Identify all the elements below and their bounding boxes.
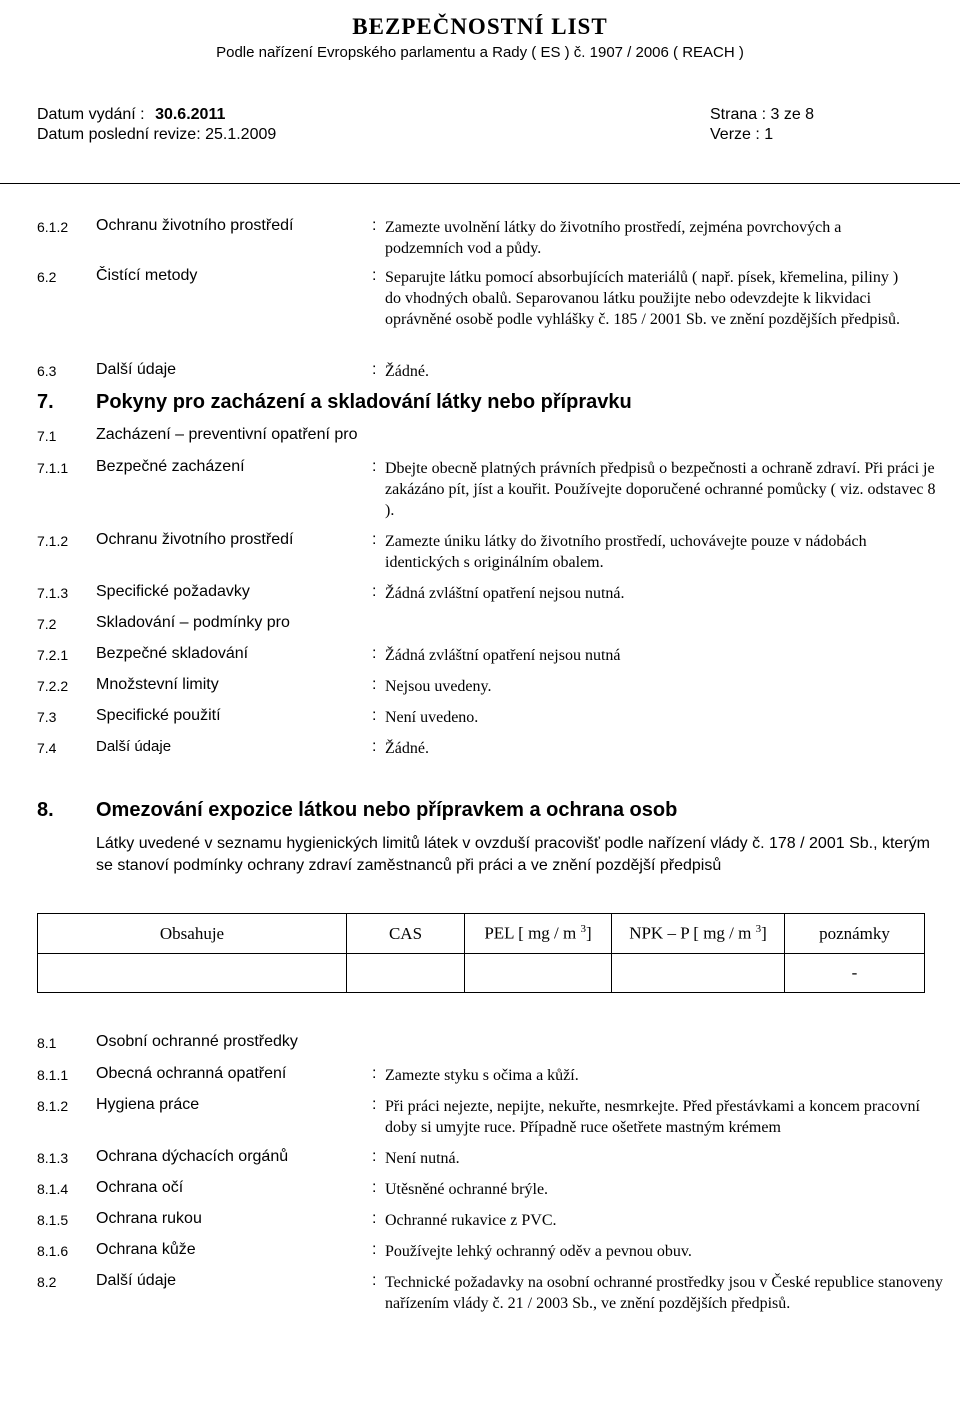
issue-date	[37, 106, 225, 124]
row-value: Žádná zvláštní opatření nejsou nutná.	[385, 585, 625, 602]
row-colon: :	[372, 738, 377, 755]
row-label: Specifické požadavky	[96, 583, 250, 600]
row-label: Ochranu životního prostředí	[96, 531, 294, 548]
row-colon: :	[372, 1148, 377, 1165]
row-value: Technické požadavky na osobní ochranné prostředky jsou v České republice stanoveny nařízením vlády č. 21 / 2003 Sb., ve znění pozdějších předpisů.	[385, 1274, 943, 1312]
row-label: Obecná ochranná opatření	[96, 1065, 287, 1082]
row-value: Dbejte obecně platných právních předpisů o bezpečnosti a ochraně zdraví. Při práci je zakázáno pít, jíst a kouřit. Používejte doporučené ochranné pomůcky ( viz. odstavec 8 ).	[385, 460, 936, 519]
row-value: Používejte lehký ochranný oděv a pevnou obuv.	[385, 1243, 692, 1260]
row-colon: :	[372, 1241, 377, 1258]
page-number: Strana : 3 ze 8	[710, 106, 815, 123]
section-title: Pokyny pro zacházení a skladování látky nebo přípravku	[96, 391, 632, 413]
row-label: Bezpečné zacházení	[96, 458, 245, 475]
section-intro: Látky uvedené v seznamu hygienických limitů látek v ovzduší pracovišť podle nařízení vlády č. 178 / 2001 Sb., kterým se stanoví podmínky ochrany zdraví zaměstnanců při práci a ve znění pozdější předpisů	[96, 835, 930, 874]
row-colon: :	[372, 531, 377, 548]
row-label: Další údaje	[96, 361, 177, 378]
row-num: 8.1	[37, 1035, 57, 1051]
row-num: 8.1.4	[37, 1181, 69, 1197]
row-value: Nejsou uvedeny.	[385, 678, 492, 695]
header-rule	[0, 183, 960, 184]
row-value: Žádné.	[385, 740, 429, 757]
row-value: Žádná zvláštní opatření nejsou nutná	[385, 647, 621, 664]
row-colon: :	[372, 217, 377, 234]
row-colon: :	[372, 676, 377, 693]
row-colon: :	[372, 267, 377, 284]
row-colon: :	[372, 583, 377, 600]
row-label: Hygiena práce	[96, 1096, 200, 1113]
table-row	[38, 954, 925, 993]
row-num: 7.2.1	[37, 647, 69, 663]
row-label: Ochrana dýchacích orgánů	[96, 1148, 289, 1165]
row-num: 7.1.3	[37, 585, 69, 601]
row-colon: :	[372, 1096, 377, 1113]
revision-date: Datum poslední revize: 25.1.2009	[37, 126, 277, 143]
row-num: 8.1.5	[37, 1212, 69, 1228]
row-label: Bezpečné skladování	[96, 645, 249, 662]
row-label: Množstevní limity	[96, 676, 219, 693]
row-value: Při práci nejezte, nepijte, nekuřte, nesmrkejte. Před přestávkami a koncem pracovní doby si umyjte ruce. Případně ruce ošetřete mastným krémem	[385, 1098, 920, 1136]
row-colon: :	[372, 707, 377, 724]
row-label: Skladování – podmínky pro	[96, 614, 290, 631]
row-colon: :	[372, 458, 377, 475]
row-num: 7.2.2	[37, 678, 69, 694]
row-label: Čistící metody	[96, 267, 198, 284]
row-label: Ochrana očí	[96, 1179, 184, 1196]
row-num: 8.1.3	[37, 1150, 69, 1166]
document-title: BEZPEČNOSTNÍ LIST	[352, 14, 608, 39]
col-header-cas: CAS	[347, 914, 465, 954]
row-num: 6.3	[37, 363, 57, 379]
row-num: 8.2	[37, 1274, 57, 1290]
row-value: Ochranné rukavice z PVC.	[385, 1212, 557, 1229]
section-number: 8.	[37, 799, 54, 821]
row-label: Zacházení – preventivní opatření pro	[96, 426, 358, 443]
row-value: Separujte látku pomocí absorbujících materiálů ( např. písek, křemelina, piliny ) do vhodných obalů. Separovanou látku použijte nebo odevzdejte k likvidaci oprávněné osobě podle vyhlášky č. 185 / 2001 Sb. ve znění pozdějších předpisů.	[385, 269, 900, 328]
exposure-limits-table	[37, 913, 925, 993]
row-label: Osobní ochranné prostředky	[96, 1033, 298, 1050]
row-value: Zamezte uvolnění látky do životního prostředí, zejména povrchových a podzemních vod a půdy.	[385, 219, 842, 257]
row-label: Ochrana rukou	[96, 1210, 202, 1227]
row-num: 7.1.2	[37, 533, 69, 549]
table-header-row	[38, 914, 925, 954]
row-num: 7.1.1	[37, 460, 69, 476]
table-cell	[347, 954, 465, 993]
issue-date-label: Datum vydání :	[37, 106, 145, 123]
issue-date-value: 30.6.2011	[155, 106, 226, 123]
row-colon: :	[372, 1179, 377, 1196]
row-value: Není uvedeno.	[385, 709, 479, 726]
row-label: Ochrana kůže	[96, 1241, 196, 1258]
table-cell: -	[785, 954, 925, 993]
row-value: Žádné.	[385, 363, 429, 380]
row-num: 7.1	[37, 428, 57, 444]
row-num: 7.4	[37, 740, 57, 756]
table-cell	[38, 954, 347, 993]
row-num: 8.1.1	[37, 1067, 69, 1083]
section-number: 7.	[37, 391, 54, 413]
regulation-subtitle: Podle nařízení Evropského parlamentu a Rady ( ES ) č. 1907 / 2006 ( REACH )	[216, 44, 744, 61]
table-cell	[612, 954, 785, 993]
row-num: 6.1.2	[37, 219, 69, 235]
row-value: Není nutná.	[385, 1150, 460, 1167]
row-num: 7.2	[37, 616, 57, 632]
row-label: Specifické použití	[96, 707, 221, 724]
table-cell	[465, 954, 612, 993]
row-colon: :	[372, 1210, 377, 1227]
row-num: 7.3	[37, 709, 57, 725]
row-colon: :	[372, 1272, 377, 1289]
col-header-pel: PEL [ mg / m $^3$]	[465, 914, 612, 954]
version: Verze : 1	[710, 126, 774, 143]
section-title: Omezování expozice látkou nebo přípravkem a ochrana osob	[96, 799, 678, 821]
row-colon: :	[372, 645, 377, 662]
col-header-obsahuje: Obsahuje	[38, 914, 347, 954]
row-value: Zamezte úniku látky do životního prostředí, uchovávejte pouze v nádobách identických s originálním obalem.	[385, 533, 867, 571]
row-colon: :	[372, 361, 377, 378]
row-value: Utěsněné ochranné brýle.	[385, 1181, 549, 1198]
row-num: 8.1.6	[37, 1243, 69, 1259]
col-header-npk: NPK – P [ mg / m $^3$]	[612, 914, 785, 954]
row-label: Další údaje	[96, 738, 172, 755]
row-num: 6.2	[37, 269, 57, 285]
row-value: Zamezte styku s očima a kůží.	[385, 1067, 579, 1084]
row-label: Další údaje	[96, 1272, 177, 1289]
row-label: Ochranu životního prostředí	[96, 217, 294, 234]
row-colon: :	[372, 1065, 377, 1082]
col-header-poznamky: poznámky	[785, 914, 925, 954]
row-num: 8.1.2	[37, 1098, 69, 1114]
